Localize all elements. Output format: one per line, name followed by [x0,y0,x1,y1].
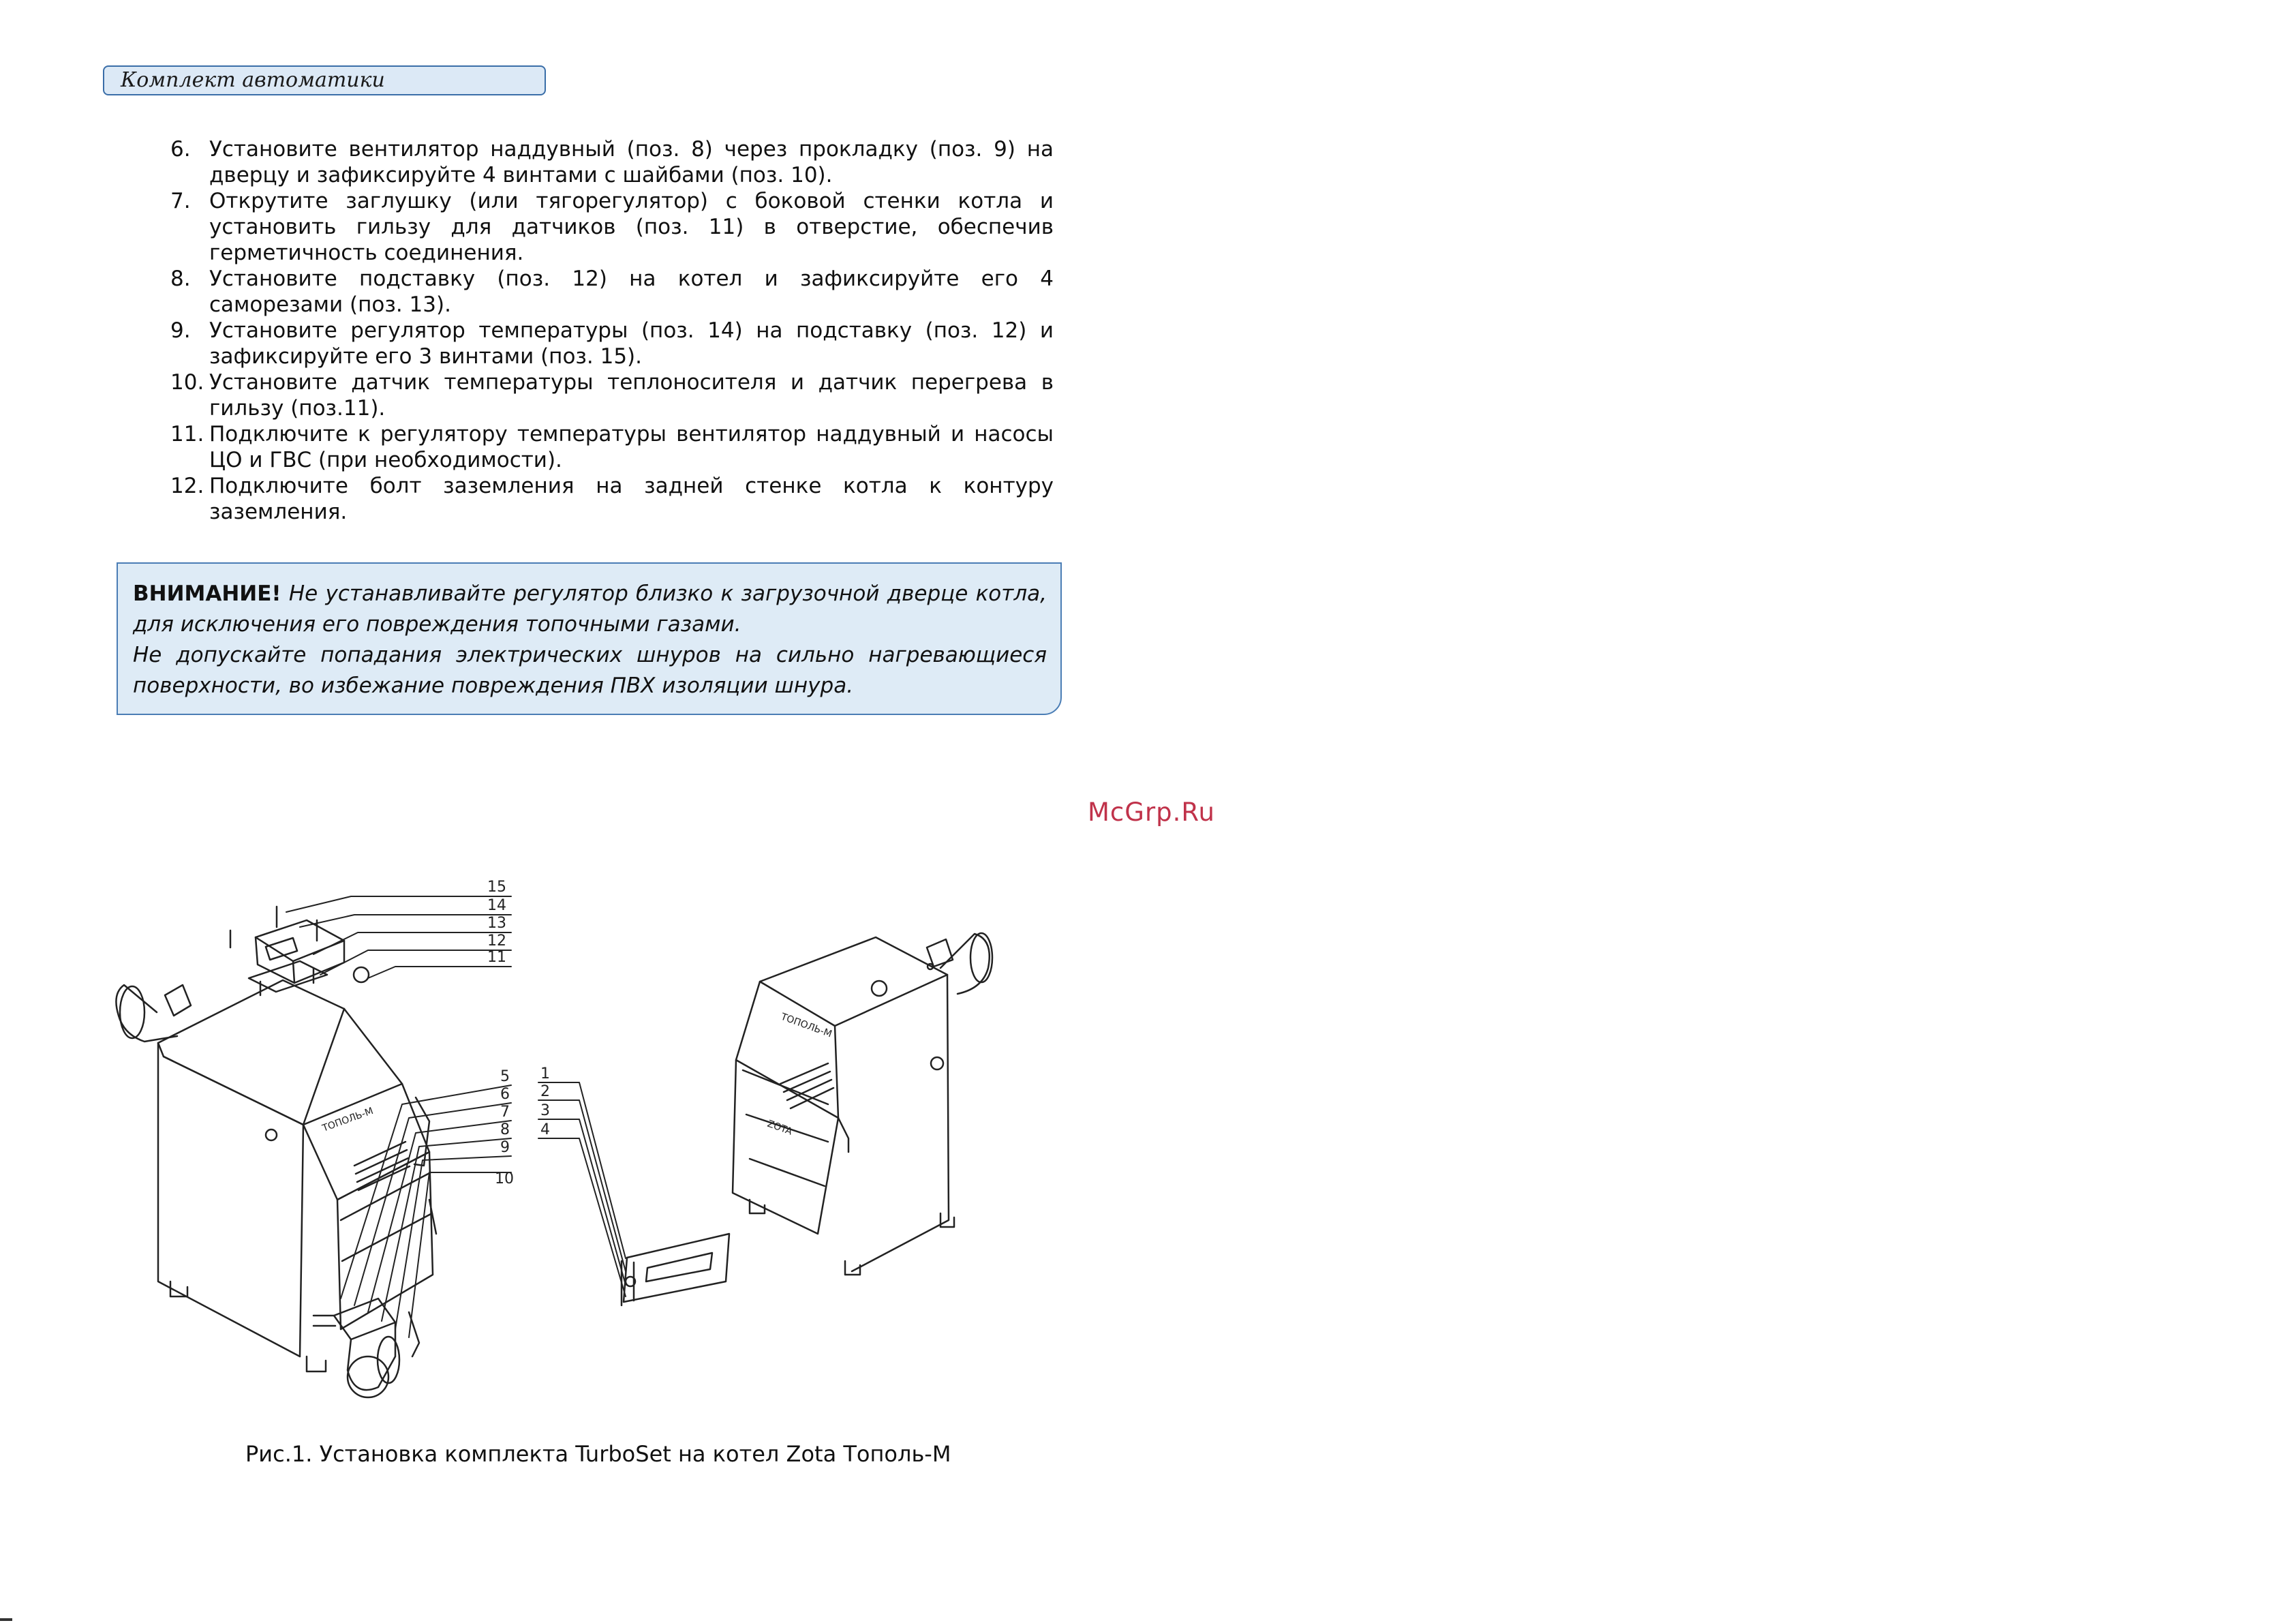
list-item [170,369,1054,421]
callout-12: 12 [487,932,506,950]
warning-title: ВНИМАНИЕ! [133,581,281,606]
list-item [170,421,1054,473]
callout-13: 13 [487,915,506,932]
installation-steps-list [170,136,1054,525]
right-boiler-brand-label: ТОПОЛЬ-М [779,1011,833,1040]
step-number: 10. [170,370,204,395]
step-number: 8. [170,267,191,291]
list-item [170,266,1054,318]
step-number: 9. [170,318,191,343]
list-item [170,318,1054,369]
right-boiler-drawing [622,933,992,1305]
step-text: Установите подставку (поз. 12) на котел и зафиксируйте его 4 саморезами (поз. 13). [209,267,1054,317]
step-number: 6. [170,137,191,162]
list-item [170,473,1054,525]
list-item [170,188,1054,266]
callout-7: 7 [500,1104,510,1121]
step-text: Установите регулятор температуры (поз. 14) на подставку (поз. 12) и зафиксируйте его 3 винтами (поз. 15). [209,318,1054,369]
boiler-brand-label: ТОПОЛЬ-М [320,1105,376,1134]
callout-9: 9 [500,1139,510,1156]
step-text: Открутите заглушку (или тягорегулятор) с боковой стенки котла и установить гильзу для датчиков (поз. 11) в отверстие, обеспечив герметичность соединения. [209,189,1054,265]
step-text: Подключите к регулятору температуры вентилятор наддувный и насосы ЦО и ГВС (при необходимости). [209,422,1054,472]
list-item [170,136,1054,188]
installation-figure [109,879,1077,1431]
step-number: 7. [170,189,191,213]
warning-text-1: Не устанавливайте регулятор близко к загрузочной дверце котла, для исключения его повреждения топочными газами. [133,581,1047,637]
step-number: 11. [170,422,204,446]
callout-3: 3 [540,1102,550,1119]
warning-paragraph-2 [133,640,1047,701]
watermark: McGrp.Ru [1088,798,1215,827]
warning-paragraph-1 [133,579,1047,640]
callout-11: 11 [487,949,506,966]
figure-caption: Рис.1. Установка комплекта TurboSet на котел Zota Тополь-М [245,1441,951,1467]
callout-10: 10 [495,1170,514,1187]
step-text: Установите вентилятор наддувный (поз. 8) через прокладку (поз. 9) на дверцу и зафиксируйте 4 винтами с шайбами (поз. 10). [209,137,1054,187]
callout-6: 6 [500,1086,510,1103]
page-edge-mark [0,1618,12,1621]
callout-14: 14 [487,897,506,914]
callout-2: 2 [540,1083,550,1100]
callout-15: 15 [487,879,506,896]
callout-8: 8 [500,1121,510,1138]
left-boiler-drawing [116,907,436,1397]
step-number: 12. [170,474,204,498]
step-text: Установите датчик температуры теплоносителя и датчик перегрева в гильзу (поз.11). [209,370,1054,421]
section-title-tab: Комплект автоматики [103,65,546,95]
callout-5: 5 [500,1068,510,1085]
callout-4: 4 [540,1121,550,1138]
step-text: Подключите болт заземления на задней стенке котла к контуру заземления. [209,474,1054,524]
door-logo-label: ZOTA [765,1118,794,1138]
warning-box [117,562,1062,715]
callout-1: 1 [540,1065,550,1082]
callout-leaders [286,896,626,1337]
callout-numbers [487,879,550,1187]
warning-text-2: Не допускайте попадания электрических шнуров на сильно нагревающиеся поверхности, во избежание повреждения ПВХ изоляции шнура. [133,643,1047,698]
